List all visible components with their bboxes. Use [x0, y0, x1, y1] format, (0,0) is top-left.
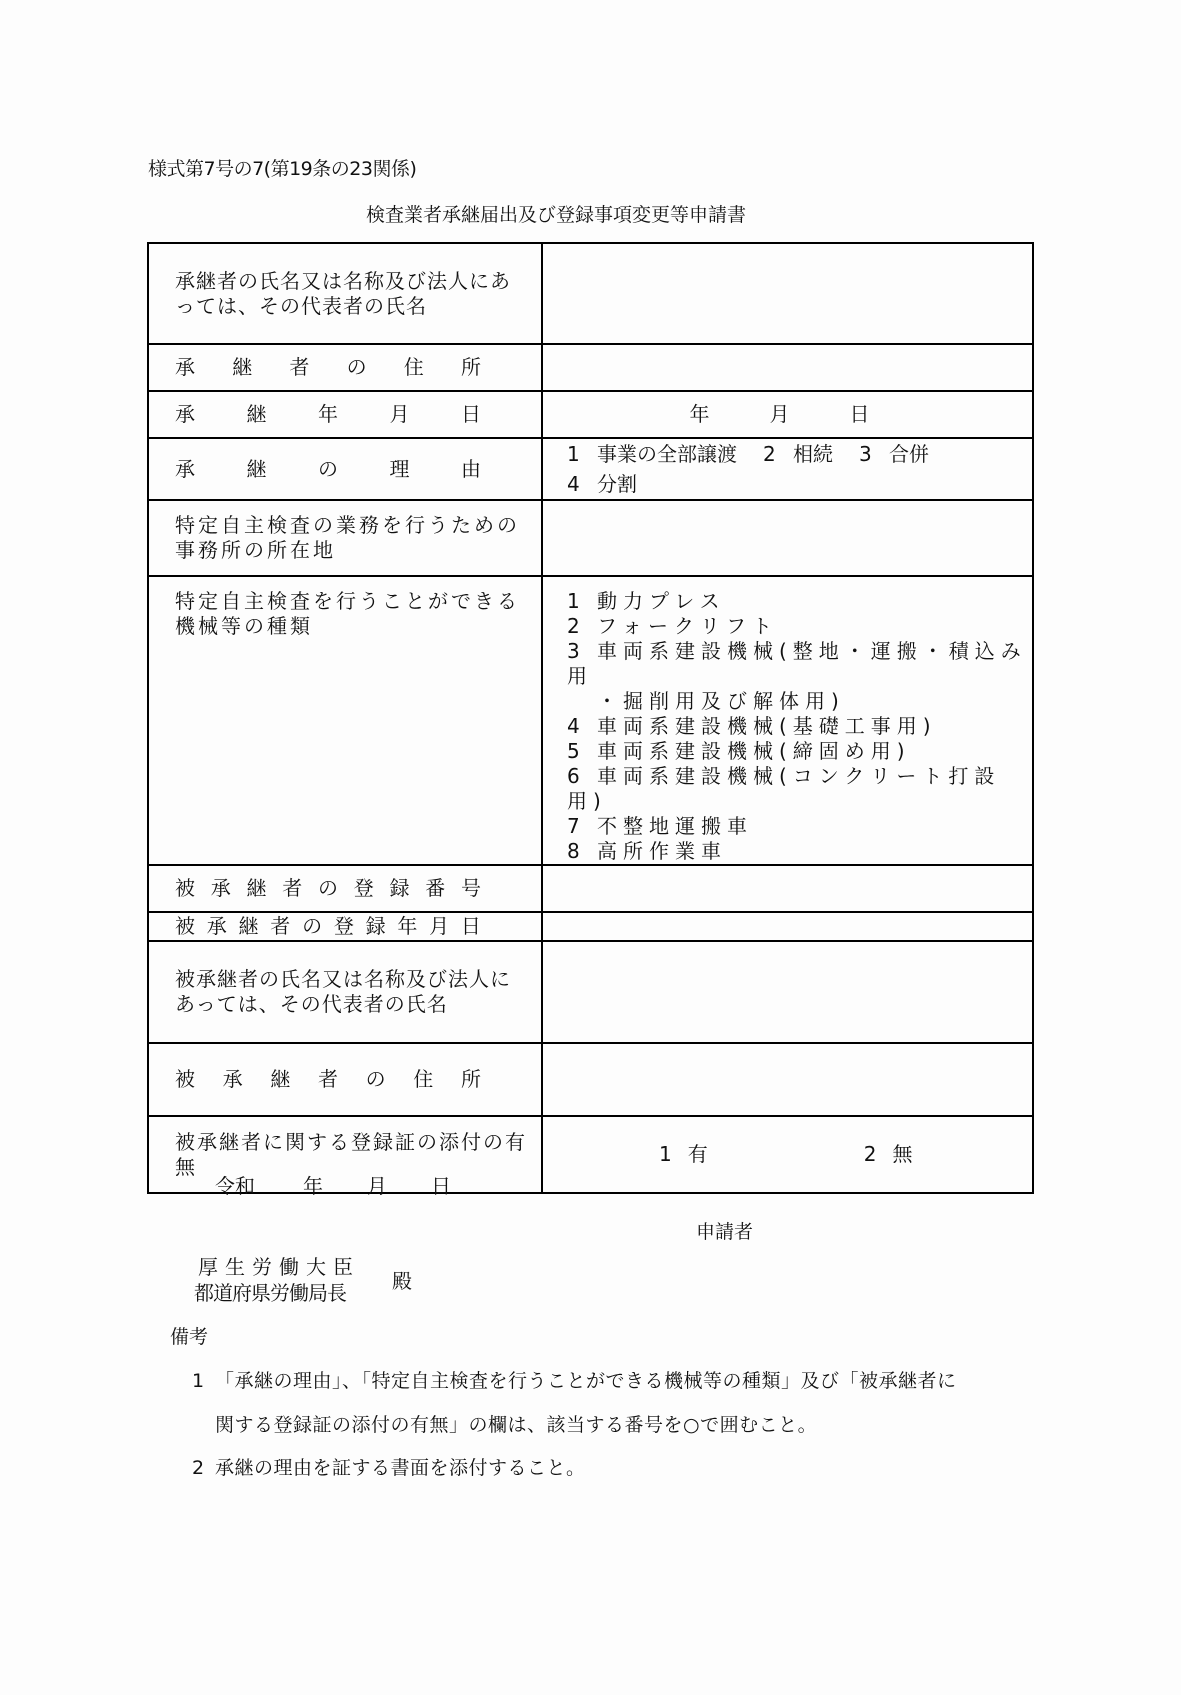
table-row-succession-reason	[148, 438, 1033, 500]
reason-option-3-num[interactable]: 3	[859, 442, 872, 466]
label-machine-types: 特定自主検査を行うことができる機械等の種類	[148, 576, 542, 865]
addressee-bureau-director: 都道府県労働局長	[194, 1281, 346, 1305]
field-predecessor-reg-number[interactable]	[542, 865, 1033, 912]
machine-option-3-continuation: ・掘削用及び解体用)	[597, 689, 845, 713]
table-row-predecessor-reg-date	[148, 912, 1033, 941]
remark-1-continuation: 関する登録証の添付の有無」の欄は、該当する番号を○で囲むこと。	[215, 1414, 818, 1436]
label-successor-address: 承 継 者 の 住 所	[148, 344, 542, 391]
reason-option-1-num[interactable]: 1	[567, 442, 580, 466]
machine-option-7[interactable]: 7 不整地運搬車	[567, 814, 753, 838]
date-month: 月	[769, 402, 790, 426]
applicant-label: 申請者	[696, 1221, 754, 1243]
label-predecessor-reg-number: 被 承 継 者 の 登 録 番 号	[148, 865, 542, 912]
table-row-machine-types	[148, 576, 1033, 865]
application-date[interactable]	[215, 1170, 451, 1199]
table-row-predecessor-address	[148, 1043, 1033, 1116]
remark-1: 1 「承継の理由」、「特定自主検査を行うことができる機械等の種類」及び「被承継者に	[192, 1370, 957, 1392]
field-successor-name[interactable]	[542, 243, 1033, 344]
machine-option-8[interactable]: 8 高所作業車	[567, 839, 727, 863]
field-successor-address[interactable]	[542, 344, 1033, 391]
application-form-table	[147, 242, 1034, 1194]
machine-option-2[interactable]: 2 フォークリフト	[567, 614, 778, 638]
field-predecessor-address[interactable]	[542, 1043, 1033, 1116]
certificate-option-no[interactable]: 2 無	[863, 1142, 919, 1166]
document-title: 検査業者承継届出及び登録事項変更等申請書	[366, 204, 747, 226]
label-succession-date: 承 継 年 月 日	[148, 391, 542, 438]
label-office-location: 特定自主検査の業務を行うための事務所の所在地	[148, 500, 542, 576]
date-month-label: 月	[367, 1174, 387, 1198]
reason-option-2[interactable]: 相続	[793, 442, 833, 466]
label-successor-name: 承継者の氏名又は名称及び法人にあっては、その代表者の氏名	[148, 243, 542, 344]
date-year: 年	[689, 402, 710, 426]
table-row-succession-date	[148, 391, 1033, 438]
field-predecessor-name[interactable]	[542, 941, 1033, 1043]
label-predecessor-name: 被承継者の氏名又は名称及び法人にあっては、その代表者の氏名	[148, 941, 542, 1043]
date-era: 令和	[215, 1174, 255, 1198]
reason-option-1[interactable]: 事業の全部譲渡	[597, 442, 737, 466]
reason-option-3[interactable]: 合併	[889, 442, 929, 466]
label-succession-reason: 承 継 の 理 由	[148, 438, 542, 500]
label-predecessor-address: 被 承 継 者 の 住 所	[148, 1043, 542, 1116]
machine-option-1[interactable]: 1 動力プレス	[567, 589, 726, 613]
addressee-minister: 厚生労働大臣	[198, 1255, 360, 1279]
field-succession-date[interactable]	[542, 391, 1033, 438]
form-number: 様式第7号の7(第19条の23関係)	[148, 158, 417, 180]
machine-option-4[interactable]: 4 車両系建設機械(基礎工事用)	[567, 714, 937, 738]
reason-option-4[interactable]: 分割	[597, 472, 637, 496]
machine-option-3[interactable]: 3 車両系建設機械(整地・運搬・積込み用	[567, 639, 1027, 688]
remarks-title: 備考	[170, 1326, 209, 1348]
date-year-label: 年	[303, 1174, 323, 1198]
honorific: 殿	[392, 1269, 412, 1293]
table-row-predecessor-reg-number	[148, 865, 1033, 912]
reason-option-2-num[interactable]: 2	[763, 442, 776, 466]
field-succession-reason[interactable]	[542, 438, 1033, 500]
date-day-label: 日	[431, 1174, 451, 1198]
remark-2: 2 承継の理由を証する書面を添付すること。	[192, 1457, 586, 1479]
table-row-predecessor-name	[148, 941, 1033, 1043]
certificate-option-yes[interactable]: 1 有	[659, 1142, 714, 1166]
field-certificate-attached[interactable]	[542, 1116, 1033, 1193]
field-machine-types[interactable]	[542, 576, 1033, 865]
reason-option-4-num[interactable]: 4	[567, 472, 580, 496]
machine-option-5[interactable]: 5 車両系建設機械(締固め用)	[567, 739, 911, 763]
label-certificate-attached: 被承継者に関する登録証の添付の有無	[148, 1116, 542, 1193]
machine-option-6[interactable]: 6 車両系建設機械(コンクリート打設用)	[567, 764, 1001, 813]
table-row-successor-name	[148, 243, 1033, 344]
table-row-office-location	[148, 500, 1033, 576]
table-row-successor-address	[148, 344, 1033, 391]
label-predecessor-reg-date: 被 承 継 者 の 登 録 年 月 日	[148, 912, 542, 941]
field-office-location[interactable]	[542, 500, 1033, 576]
date-day: 日	[849, 402, 870, 426]
field-predecessor-reg-date[interactable]	[542, 912, 1033, 941]
